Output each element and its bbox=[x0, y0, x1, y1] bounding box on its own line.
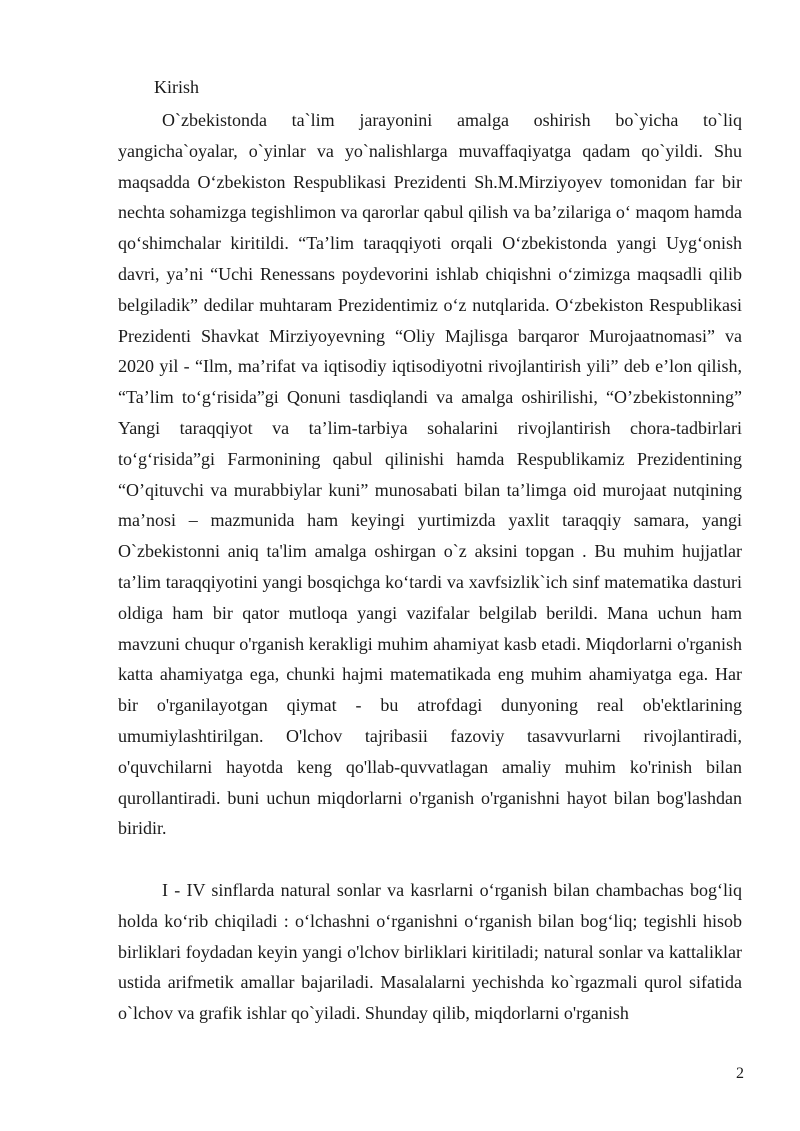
page-number: 2 bbox=[736, 1065, 744, 1082]
body-paragraph: I - IV sinflarda natural sonlar va kasrlarni o‘rganish bilan chambachas bog‘liq holda ko‘rib chiqiladi : o‘lchashni o‘rganishni o‘rganish bilan bog‘liq; tegishli hisob birliklari foydadan keyin yangi o'lchov birliklari kiritiladi; natural sonlar va kattaliklar ustida arifmetik amallar bajariladi. Masalalarni yechishda ko`rgazmali qurol sifatida o`lchov va grafik ishlar qo`yiladi. Shunday qilib, miqdorlarni o'rganish bbox=[118, 880, 742, 1024]
body-paragraph: O`zbekistonda ta`lim jarayonini amalga oshirish bo`yicha to`liq yangicha`oyalar, o`yinlar va yo`nalishlarga muvaffaqiyatga qadam qo`yildi. Shu maqsadda O‘zbekiston Respublikasi Prezidenti Sh.M.Mirziyoyev tomonidan far bir nechta sohamizga tegishlimon va qarorlar qabul qilish va ba’zilariga o‘ maqom hamda qo‘shimchalar kiritildi. “Ta’lim taraqqiyoti orqali O‘zbekistonda yangi Uyg‘onish davri, ya’ni “Uchi Renessans poydevorini ishlab chiqishni o‘zimizga maqsadli qilib belgiladik” dedilar muhtaram Prezidentimiz o‘z nutqlarida. O‘zbekiston Respublikasi Prezidenti Shavkat Mirziyoyevning “Oliy Majlisga barqaror Murojaatnomasi” va 2020 yil - “Ilm, ma’rifat va iqtisodiy iqtisodiyotni rivojlantirish yili” deb e’lon qilish, “Ta’lim to‘g‘risida”gi Qonuni tasdiqlandi va amalga oshirilishi, “O’zbekistonning” Yangi taraqqiyot va ta’lim-tarbiya sohalarini rivojlantirish chora-tadbirlari to‘g‘risida”gi Farmonining qabul qilinishi hamda Respublikamiz Prezidentining “O’qituvchi va murabbiylar kuni” munosabati bilan ta’limga oid murojaat nutqining ma’nosi – mazmunida ham keyingi yurtimizda yaxlit taraqqiy samara, yangi O`zbekistonni aniq ta'lim amalga oshirgan o`z aksini topgan . Bu muhim hujjatlar ta’lim taraqqiyotini yangi bosqichga ko‘tardi va xavfsizlik`ich sinf matematika dasturi oldiga ham bir qator mutloqa yangi vazifalar belgilab berildi. Mana uchun ham mavzuni chuqur o'rganish kerakligi muhim ahamiyat kasb etadi. Miqdorlarni o'rganish katta ahamiyatga ega, chunki hajmi matematikada eng muhim ahamiyatga ega. Har bir o'rganilayotgan qiymat - bu atrofdagi dunyoning real ob'ektlarining umumiylashtirilgan. O'lchov tajribasii fazoviy tasavvurlarni rivojlantiradi, o'quvchilarni hayotda keng qo'llab-quvvatlagan amaliy muhim ko'rinish bilan qurollantiradi. buni uchun miqdorlarni o'rganish o'rganishni hayot bilan bog'lashdan biridir. bbox=[118, 110, 742, 839]
section-heading: Kirish bbox=[154, 77, 199, 97]
